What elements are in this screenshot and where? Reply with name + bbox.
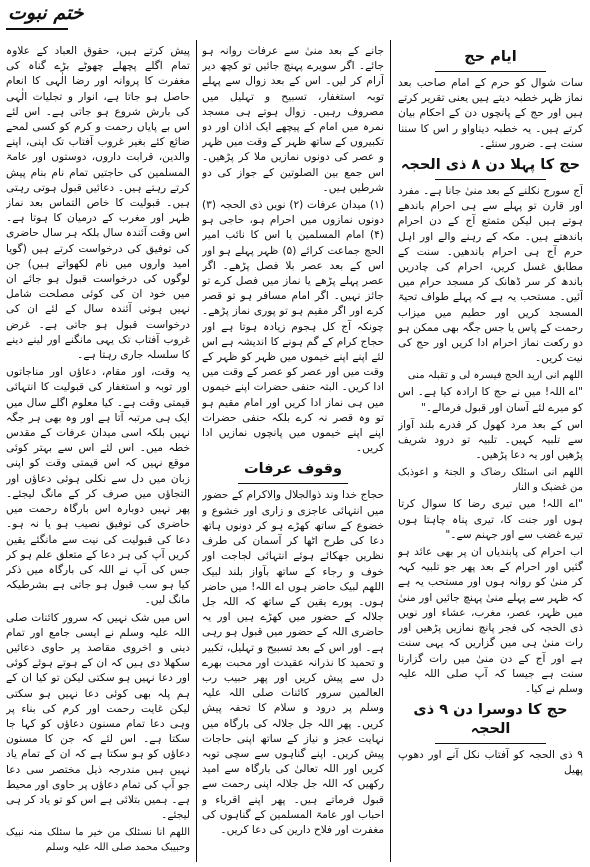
middle-column: [202, 44, 384, 864]
paragraph: "اے اللہ! میں نے حج کا ارادہ کیا ہے۔ اس کو میرے لئے آسان اور قبول فرمالے۔": [398, 386, 583, 414]
section-heading: وقوف عرفات: [244, 461, 342, 478]
left-column: [6, 44, 190, 864]
paragraph: "اے اللہ! میں تیری رضا کا سوال کرتا ہوں اور جنت کا، تیری پناہ چاہتا ہوں تیرے غضب سے اور جہنم سے۔": [398, 498, 583, 541]
publication-title: ختم نبوت: [8, 2, 84, 24]
section-heading: ایام حج: [464, 49, 517, 65]
title-underline: [6, 28, 68, 30]
paragraph: (۱) میدان عرفات (۲) نویں ذی الحجہ (۳) دونوں نمازوں میں احرام ہو، حاجی ہو (۴) امام المسلمین یا اس کا نائب امیر الحج جماعت کرائے (۵) ظہر پہلے ہو اور اس کے بعد عصر بلا فصل پڑھے۔ اگر عصر پہلے پڑھے یا نماز میں فصل کرے تو جائز نہیں۔ اگر امام مسافر ہو تو قصر کرے اور اگر مقیم ہو تو پوری نماز پڑھے۔ چونکہ آج کل ہجوم زیادہ ہوتا ہے اور حجاج کرام کے گم ہونے کا اندیشہ ہے اس لئے اپنے اپنے خیموں میں ظہر کو ظہر کے وقت میں اور عصر کو عصر کے وقت میں ادا کریں۔ البتہ حنفی حضرات اپنے خیموں میں ہی نماز ادا کریں اور امام مقیم ہو تو وہ قصر نہ کرے بلکہ حنفی حضرات اپنے اپنے خیموں میں پانچوں نمازیں ادا کریں۔: [202, 199, 384, 455]
paragraph: اس میں شک نہیں کہ سرور کائنات صلی اللہ علیہ وسلم نے ایسی جامع اور تمام دینی و اخروی مقاصد پر حاوی دعائیں سکھلا دی ہیں کہ ان کے ہوتے ہوئے کوئی اور دعا نہیں ہو سکتی لیکن تو کیا ان کے ہم پلہ بھی کوئی دعا نہیں ہو سکتی لیکن غایت رحمت اور کرم کی بناء پر وہی دعا تمام مسنون دعاؤں کو کہا جا سکتا ہے۔ اس لئے کہ جن کا مسنون دعاؤں کو ہو سکتا ہے کہ ان کے تمام یاد نہیں ہیں مندرجہ ذیل مختصر سی دعا جو آپ کی تمام دعاؤں پر حاوی اور محیط ہے۔ ہمیں بتلائی ہے اس کو تو یاد کر ہی لیجئے۔: [6, 611, 190, 822]
arabic-dua: اللھم انی اسئلک رضاک و الجنۃ و اعوذبک من غضبک و النار: [398, 467, 583, 494]
paragraph: یہ وقت، اور مقام، دعاؤں اور مناجاتوں اور توبہ و استغفار کی قبولیت کا انتہائی قیمتی وقت ہے۔ کیا معلوم اگلے سال میں ایک ہی مرتبہ آتا ہے اور وہ بھی ہر جگہ نہیں بلکہ اسی میدان عرفات کے مقدس خطہ میں۔ اس لئے اس سے بہتر کوئی موقع نہیں کہ اس قیمتی وقت کو اپنی زبان میں دل سے نکلی ہوئی دعاؤں اور التجاؤں میں صرف کر کے مانگ لیجئے۔ پھر نہیں دوبارہ اس بارگاہ رحمت میں حاضری کی توفیق نصیب ہو یا نہ ہو۔ دعا کی قبولیت کی نیت سے مانگئے یقین کریں آپ کی ہر دعا کے متعلق علم ہو کر جس کی آپ نے اللہ کی بارگاہ میں ذکر کیا ہو سب قبول ہو جاتی ہے بشرطیکہ مانگ لیں۔: [6, 366, 190, 607]
paragraph: ۹ ذی الحجہ کو آفتاب نکل آنے اور دھوپ پھیل: [398, 749, 583, 777]
paragraph: حجاج خدا وند ذوالجلال والاکرام کے حضور میں انتہائی عاجزی و زاری اور خشوع و خضوع کے ساتھ کھڑے ہو کر دونوں ہاتھ دعا کی طرح اٹھا کر آسمان کی طرف نظریں جھکائے ہوئے انتہائی لجاجت اور خوف و رجاء کے ساتھ بآواز بلند لبیک اللھم لبیک حاضر ہوں اے اللہ! میں حاضر ہوں۔ پورے یقین کے ساتھ کہ اللہ جل جلالہ کے حضور میں کھڑے ہیں اور یہ حاضری اللہ کے حضور میں قبول ہو رہی ہے۔ اور اس کے بعد تسبیح و تہلیل، تکبیر و تحمید کا نذرانہ عقیدت اور محبت بھرے دل سے پیش کریں اور پھر حبیب رب العالمین سرور کائنات صلی اللہ علیہ وسلم پر درود و سلام کا تحفہ پیش کریں۔ پھر اللہ جل جلالہ کی بارگاہ میں نہایت عجز و نیاز کے ساتھ اپنی حاجات پیش کریں۔ اپنے گناہوں سے سچی توبہ کریں اور اللہ تعالیٰ کی بارگاہ سے امید رکھیں کہ اللہ جل جلالہ اپنی رحمت سے قبول فرماتے ہیں۔ پھر اپنے اقرباء و احباب اور عامۃ المسلمین کے گناہوں کی مغفرت اور فلاح دارین کی دعا کریں۔: [202, 489, 384, 836]
section-heading: حج کا دوسرا دن ۹ ذی الحجہ: [413, 702, 568, 738]
column-divider-left: [196, 40, 197, 862]
arabic-dua: اللھم انی ارید الحج فیسرہ لی و تقبلہ منی: [407, 370, 583, 382]
section-heading: حج کا پہلا دن ۸ ذی الحجہ: [400, 157, 581, 174]
heading-underline: [435, 71, 546, 72]
heading-underline: [435, 179, 546, 180]
right-column: [398, 44, 583, 864]
heading-underline: [435, 743, 546, 744]
arabic-dua: اللھم انا نسئلک من خیر ما سئلک منہ نبیک وحبیبک محمد صلی اللہ علیہ وسلم: [6, 827, 190, 854]
paragraph: سات شوال کو حرم کے امام صاحب بعد نماز ظہر خطبہ دیتے ہیں یعنی تقریر کرتے ہیں اور حج کے پانچوں دن کے احکام بیان کرتے ہیں۔ یہ خطبہ دیناواو ر اس کا سننا سنت ہے۔ ضرور سنئے۔: [398, 77, 583, 150]
paragraph: اب احرام کی پابندیاں ان پر بھی عائد ہو گئیں اور احرام کے بعد پھر جو تلبیہ کہہ کر منیٰ کو روانہ ہوں اور مستحب یہ ہے کہ ظہر سے پہلے منیٰ پہنچ جائیں اور منیٰ میں ظہر، عصر، مغرب، عشاء اور نویں ذی الحجہ کی فجر پانچ نمازیں پڑھیں اور رات منیٰ ہی میں گزاریں کہ یہی سنت ہے اور آج کے دن منیٰ میں رات گزارنا سنت ہے جیسا کہ آپ صلی اللہ علیہ وسلم نے کیا۔: [398, 546, 583, 695]
column-divider-right: [390, 40, 391, 862]
paragraph: اس کے بعد مرد کھول کر قدرے بلند آواز سے تلبیہ کہیں۔ تلبیہ تو درود شریف پڑھیں اور یہ دعا پڑھیں۔: [398, 418, 583, 462]
paragraph: پیش کرتے ہیں، حقوق العباد کے علاوہ تمام اگلے پچھلے چھوٹے بڑے گناہ کی مغفرت کا پروانہ اور رضا الٰہی کا انعام حاصل ہو جاتا ہے، انوار و تجلیات الٰہی کی بارش شروع ہو جاتی ہے۔ اس لئے اس بے پایاں رحمت و کرم کو کسی لمحے ضائع کئے بغیر غروب آفتاب تک اپنی، اپنے والدین، قرابت داروں، دوستوں اور عامۃ المسلمین کی حاجتیں تمام نام بنام پیش کرتے رہتے ہیں۔ دعائیں قبول ہوتی رہتی ہیں۔ قبولیت کا خاص التماس بعد نماز ظہر اور مغرب کے درمیان کا ہوتا ہے۔ اس وقت آئندہ سال بلکہ ہر سال حاضری کی توفیق کی درخواست کرتے ہیں (گویا امید واروں میں نام لکھواتے ہیں) جن لوگوں کی درخواست قبول ہو جائے ان میں خود ان کی کوئی مصلحت شامل نہیں ہوتی آئندہ سال کے لئے ان کی درخواست قبول ہو جاتی ہے۔ غرض غروب آفتاب تک یہی مانگنے اور لینے دینے کا سلسلہ جاری رہتا ہے۔: [6, 45, 190, 362]
page-header: [0, 0, 590, 36]
paragraph: آج سورج نکلنے کے بعد منیٰ جانا ہے۔ مفرد اور قارن تو پہلے سے ہی احرام باندھے ہوتے ہیں لیکن متمتع آج کے دن احرام باندھتے ہیں۔ مکہ کے رہنے والے اور اہل حرم آج ہی احرام باندھیں۔ سنت کے مطابق غسل کریں، احرام کی چادریں باندھ کر سر ڈھانک کر مسجد حرام میں آئیں۔ مستحب یہ ہے کہ پہلے طواف تحیۃ المسجد کریں اور حطیم میں میزاب رحمت کے پاس یا جس جگہ بھی ممکن ہو دو رکعت نماز احرام ادا کریں اور حج کی نیت کریں۔: [398, 185, 583, 365]
heading-underline: [238, 483, 347, 484]
paragraph: جانے کے بعد منیٰ سے عرفات روانہ ہو جائے۔ اگر سویرے پہنچ جائیں تو کچھ دیر آرام کر لیں۔ اس کے بعد زوال سے پہلے توبہ استغفار، تسبیح و تہلیل میں مصروف رہیں۔ زوال ہوتے ہی مسجد نمرہ میں امام کے پیچھے ایک اذان اور دو تکبیروں کے ساتھ ظہر کے وقت میں ظہر و عصر کی دونوں نمازیں ملا کر پڑھیں۔ اس جمع بین الصلوتین کے جواز کی دو شرطیں ہیں۔: [202, 45, 384, 194]
